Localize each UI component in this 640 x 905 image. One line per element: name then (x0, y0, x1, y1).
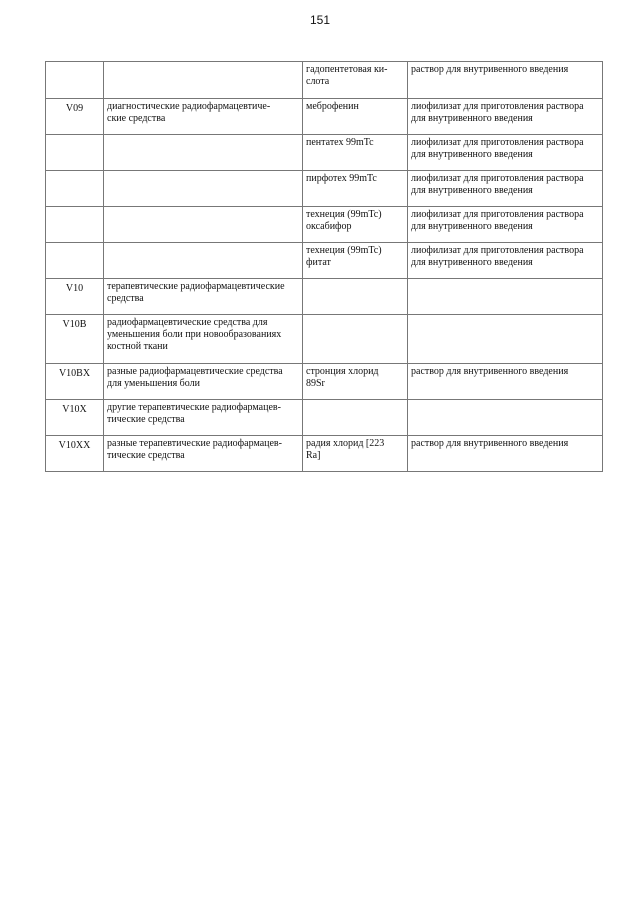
group-name-cell (104, 207, 303, 243)
atc-code-cell: V10X (46, 400, 104, 436)
dosage-form-cell: раствор для внутривенного введения (408, 62, 603, 99)
substance-cell: стронция хлорид 89Sr (303, 364, 408, 400)
dosage-form-cell: лиофилизат для приготовления раствора для внутривенного введения (408, 243, 603, 279)
atc-code-cell: V10BX (46, 364, 104, 400)
table-row (46, 62, 603, 99)
atc-code-cell: V10 (46, 279, 104, 315)
group-name-cell: другие терапевтические радиофармацев- тические средства (104, 400, 303, 436)
atc-code-cell (46, 62, 104, 99)
table-row (46, 364, 603, 400)
table-row (46, 135, 603, 171)
table-row (46, 243, 603, 279)
drug-table-body (46, 62, 603, 472)
atc-code-cell: V10B (46, 315, 104, 364)
group-name-cell (104, 171, 303, 207)
group-name-cell (104, 243, 303, 279)
atc-code-cell: V10XX (46, 436, 104, 472)
substance-cell: гадопентетовая ки- слота (303, 62, 408, 99)
group-name-cell: разные терапевтические радиофармацев- тические средства (104, 436, 303, 472)
group-name-cell: разные радиофармацевтические средства для уменьшения боли (104, 364, 303, 400)
substance-cell: меброфенин (303, 99, 408, 135)
table-row (46, 436, 603, 472)
atc-code-cell (46, 243, 104, 279)
group-name-cell: радиофармацевтические средства для уменьшения боли при новообразованиях костной ткани (104, 315, 303, 364)
substance-cell (303, 315, 408, 364)
table-row (46, 400, 603, 436)
atc-code-cell: V09 (46, 99, 104, 135)
substance-cell: радия хлорид [223 Ra] (303, 436, 408, 472)
table-row (46, 279, 603, 315)
table-row (46, 315, 603, 364)
substance-cell: пирфотех 99mTc (303, 171, 408, 207)
table-row (46, 207, 603, 243)
group-name-cell: терапевтические радиофармацевтические средства (104, 279, 303, 315)
dosage-form-cell: лиофилизат для приготовления раствора для внутривенного введения (408, 207, 603, 243)
atc-code-cell (46, 171, 104, 207)
dosage-form-cell: раствор для внутривенного введения (408, 436, 603, 472)
dosage-form-cell (408, 400, 603, 436)
substance-cell: пентатех 99mTc (303, 135, 408, 171)
dosage-form-cell (408, 315, 603, 364)
atc-code-cell (46, 207, 104, 243)
dosage-form-cell: лиофилизат для приготовления раствора для внутривенного введения (408, 99, 603, 135)
table-row (46, 171, 603, 207)
dosage-form-cell: раствор для внутривенного введения (408, 364, 603, 400)
substance-cell: технеция (99mTc) фитат (303, 243, 408, 279)
drug-table (45, 61, 603, 472)
dosage-form-cell: лиофилизат для приготовления раствора для внутривенного введения (408, 135, 603, 171)
dosage-form-cell (408, 279, 603, 315)
table-row (46, 99, 603, 135)
page-number: 151 (309, 13, 331, 27)
group-name-cell (104, 135, 303, 171)
group-name-cell: диагностические радиофармацевтиче- ские средства (104, 99, 303, 135)
substance-cell (303, 400, 408, 436)
substance-cell: технеция (99mTc) оксабифор (303, 207, 408, 243)
dosage-form-cell: лиофилизат для приготовления раствора для внутривенного введения (408, 171, 603, 207)
group-name-cell (104, 62, 303, 99)
substance-cell (303, 279, 408, 315)
atc-code-cell (46, 135, 104, 171)
